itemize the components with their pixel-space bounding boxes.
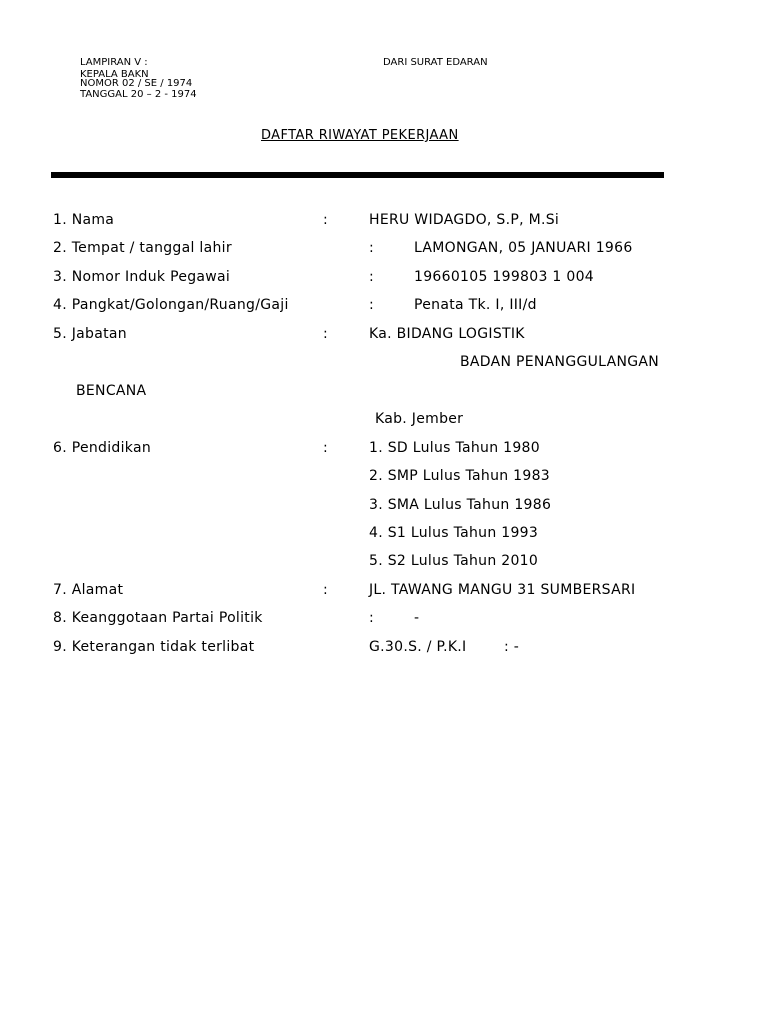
- header-line-3: NOMOR 02 / SE / 1974: [80, 78, 193, 89]
- row-value-partai: -: [414, 610, 420, 626]
- education-item: 4. S1 Lulus Tahun 1993: [369, 525, 539, 541]
- education-item: 2. SMP Lulus Tahun 1983: [369, 468, 551, 484]
- row-value-ttl: LAMONGAN, 05 JANUARI 1966: [414, 240, 633, 256]
- education-item: 3. SMA Lulus Tahun 1986: [369, 497, 552, 513]
- document-title: DAFTAR RIWAYAT PEKERJAAN: [261, 128, 459, 143]
- row-sep-nip: :: [369, 269, 375, 285]
- jabatan-cont-2: BENCANA: [76, 383, 147, 399]
- header-line-2: KEPALA BAKN: [80, 69, 149, 80]
- row-sep-g30s: : -: [504, 639, 520, 655]
- jabatan-cont-1: BADAN PENANGGULANGAN: [460, 354, 660, 370]
- row-label-partai: 8. Keanggotaan Partai Politik: [53, 610, 263, 626]
- row-label-alamat: 7. Alamat: [53, 582, 124, 598]
- header-line-4: TANGGAL 20 – 2 - 1974: [80, 89, 197, 100]
- header-source: DARI SURAT EDARAN: [383, 57, 488, 68]
- education-item: 1. SD Lulus Tahun 1980: [369, 440, 540, 456]
- row-value-alamat: JL. TAWANG MANGU 31 SUMBERSARI: [369, 582, 636, 598]
- row-value-nama: HERU WIDAGDO, S.P, M.Si: [369, 212, 560, 228]
- education-item: 5. S2 Lulus Tahun 2010: [369, 553, 539, 569]
- row-sep-nama: :: [323, 212, 329, 228]
- row-sep-jabatan: :: [323, 326, 329, 342]
- row-value-jabatan: Ka. BIDANG LOGISTIK: [369, 326, 525, 342]
- row-label-jabatan: 5. Jabatan: [53, 326, 127, 342]
- row-label-g30s: 9. Keterangan tidak terlibat: [53, 639, 255, 655]
- row-sep-pendidikan: :: [323, 440, 329, 456]
- row-sep-pangkat: :: [369, 297, 375, 313]
- row-value-nip: 19660105 199803 1 004: [414, 269, 594, 285]
- title-divider: [51, 172, 664, 178]
- row-label-pendidikan: 6. Pendidikan: [53, 440, 152, 456]
- row-label-nip: 3. Nomor Induk Pegawai: [53, 269, 231, 285]
- jabatan-cont-3: Kab. Jember: [375, 411, 464, 427]
- row-value-pangkat: Penata Tk. I, III/d: [414, 297, 537, 313]
- row-label-pangkat: 4. Pangkat/Golongan/Ruang/Gaji: [53, 297, 289, 313]
- row-label-nama: 1. Nama: [53, 212, 115, 228]
- row-value-g30s: G.30.S. / P.K.I: [369, 639, 467, 655]
- row-sep-partai: :: [369, 610, 375, 626]
- header-line-1: LAMPIRAN V :: [80, 57, 148, 68]
- row-sep-ttl: :: [369, 240, 375, 256]
- row-sep-alamat: :: [323, 582, 329, 598]
- row-label-ttl: 2. Tempat / tanggal lahir: [53, 240, 232, 256]
